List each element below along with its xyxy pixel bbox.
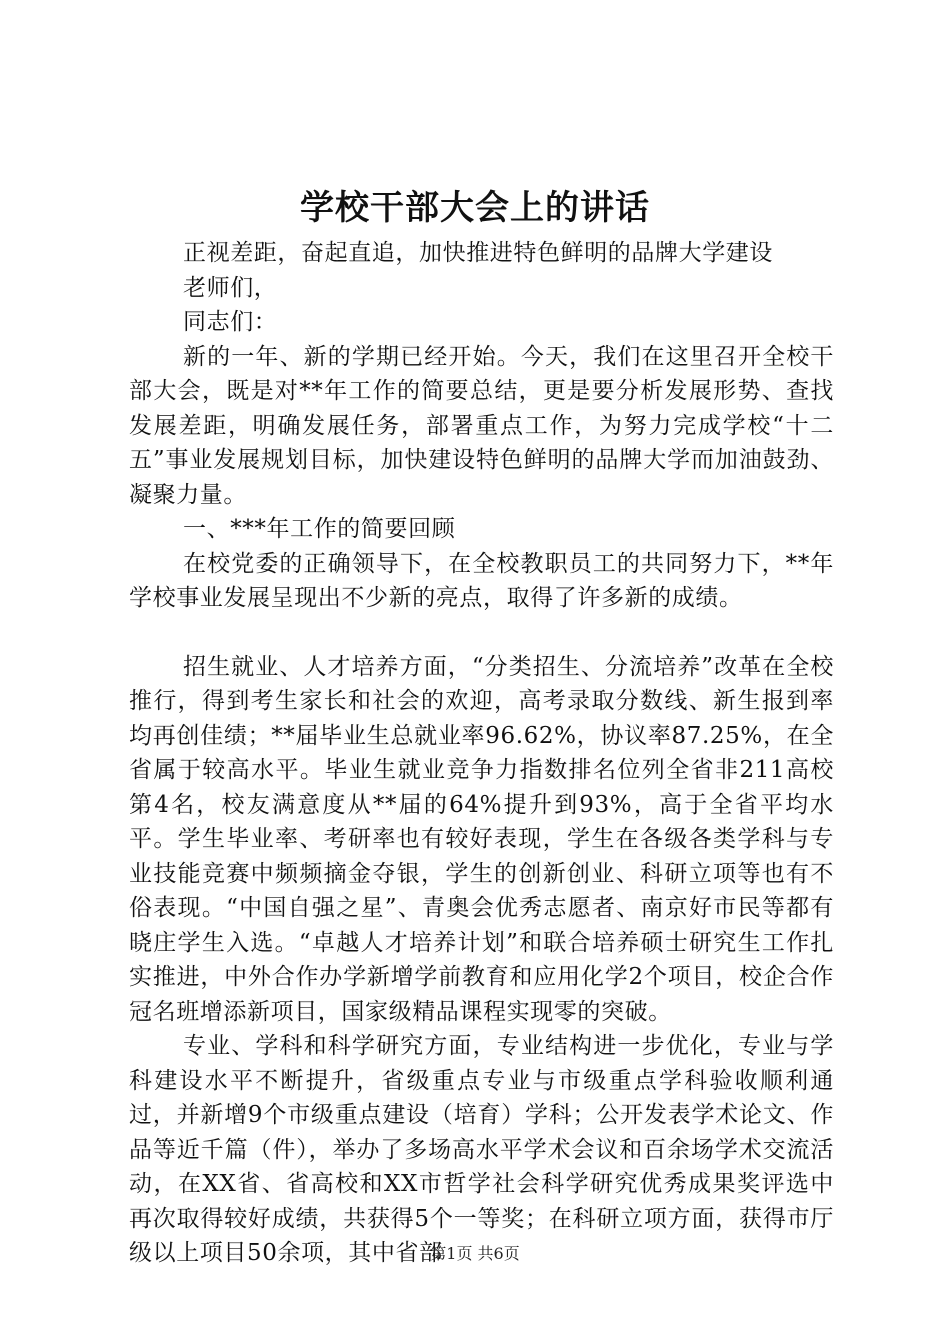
document-title: 学校干部大会上的讲话 [300,188,650,228]
body-paragraph: 招生就业、人才培养方面，“分类招生、分流培养”改革在全校推行，得到考生家长和社会的欢迎，高考录取分数线、新生报到率均再创佳绩；**届毕业生总就业率96.62%，协议率87.25%，在全省属于较高水平。毕业生就业竞争力指数排名位列全省非211高校第4名，校友满意度从**届的64%提升到93%，高于全省平均水平。学生毕业率、考研率也有较好表现，学生在各级各类学科与专业技能竞赛中频频摘金夺银，学生的创新创业、科研立项等也有不俗表现。“中国自强之星”、青奥会优秀志愿者、南京好市民等都有晓庄学生入选。“卓越人才培养计划”和联合培养硕士研究生工作扎实推进，中外合作办学新增学前教育和应用化学2个项目，校企合作冠名班增添新项目，国家级精品课程实现零的突破。 [129,653,834,1025]
paragraph-gap [129,616,834,650]
salutation-teachers: 老师们， [183,274,278,301]
body-paragraph: 在校党委的正确领导下，在全校教职员工的共同努力下，**年学校事业发展呈现出不少新的亮点，取得了许多新的成绩。 [129,550,834,611]
document-body [129,236,834,1271]
section-heading: 一、***年工作的简要回顾 [183,516,456,542]
body-paragraph: 专业、学科和科学研究方面，专业结构进一步优化，专业与学科建设水平不断提升，省级重点专业与市级重点学科验收顺利通过，并新增9个市级重点建设（培育）学科；公开发表学术论文、作品等近千篇（件），举办了多场高水平学术会议和百余场学术交流活动，在XX省、省高校和XX市哲学社会科学研究优秀成果奖评选中再次取得较好成绩，共获得5个一等奖；在科研立项方面，获得市厅级以上项目50余项，其中省部 [129,1033,834,1266]
salutation-comrades: 同志们： [183,309,278,335]
body-paragraph: 新的一年、新的学期已经开始。今天，我们在这里召开全校干部大会，既是对**年工作的简要总结，更是要分析发展形势、查找发展差距，明确发展任务，部署重点工作，为努力完成学校“十二五”事业发展规划目标，加快建设特色鲜明的品牌大学而加油鼓劲、凝聚力量。 [129,343,834,508]
page-footer: 第1页 共6页 [430,1244,520,1263]
subtitle-paragraph: 正视差距，奋起直追，加快推进特色鲜明的品牌大学建设 [183,240,773,266]
